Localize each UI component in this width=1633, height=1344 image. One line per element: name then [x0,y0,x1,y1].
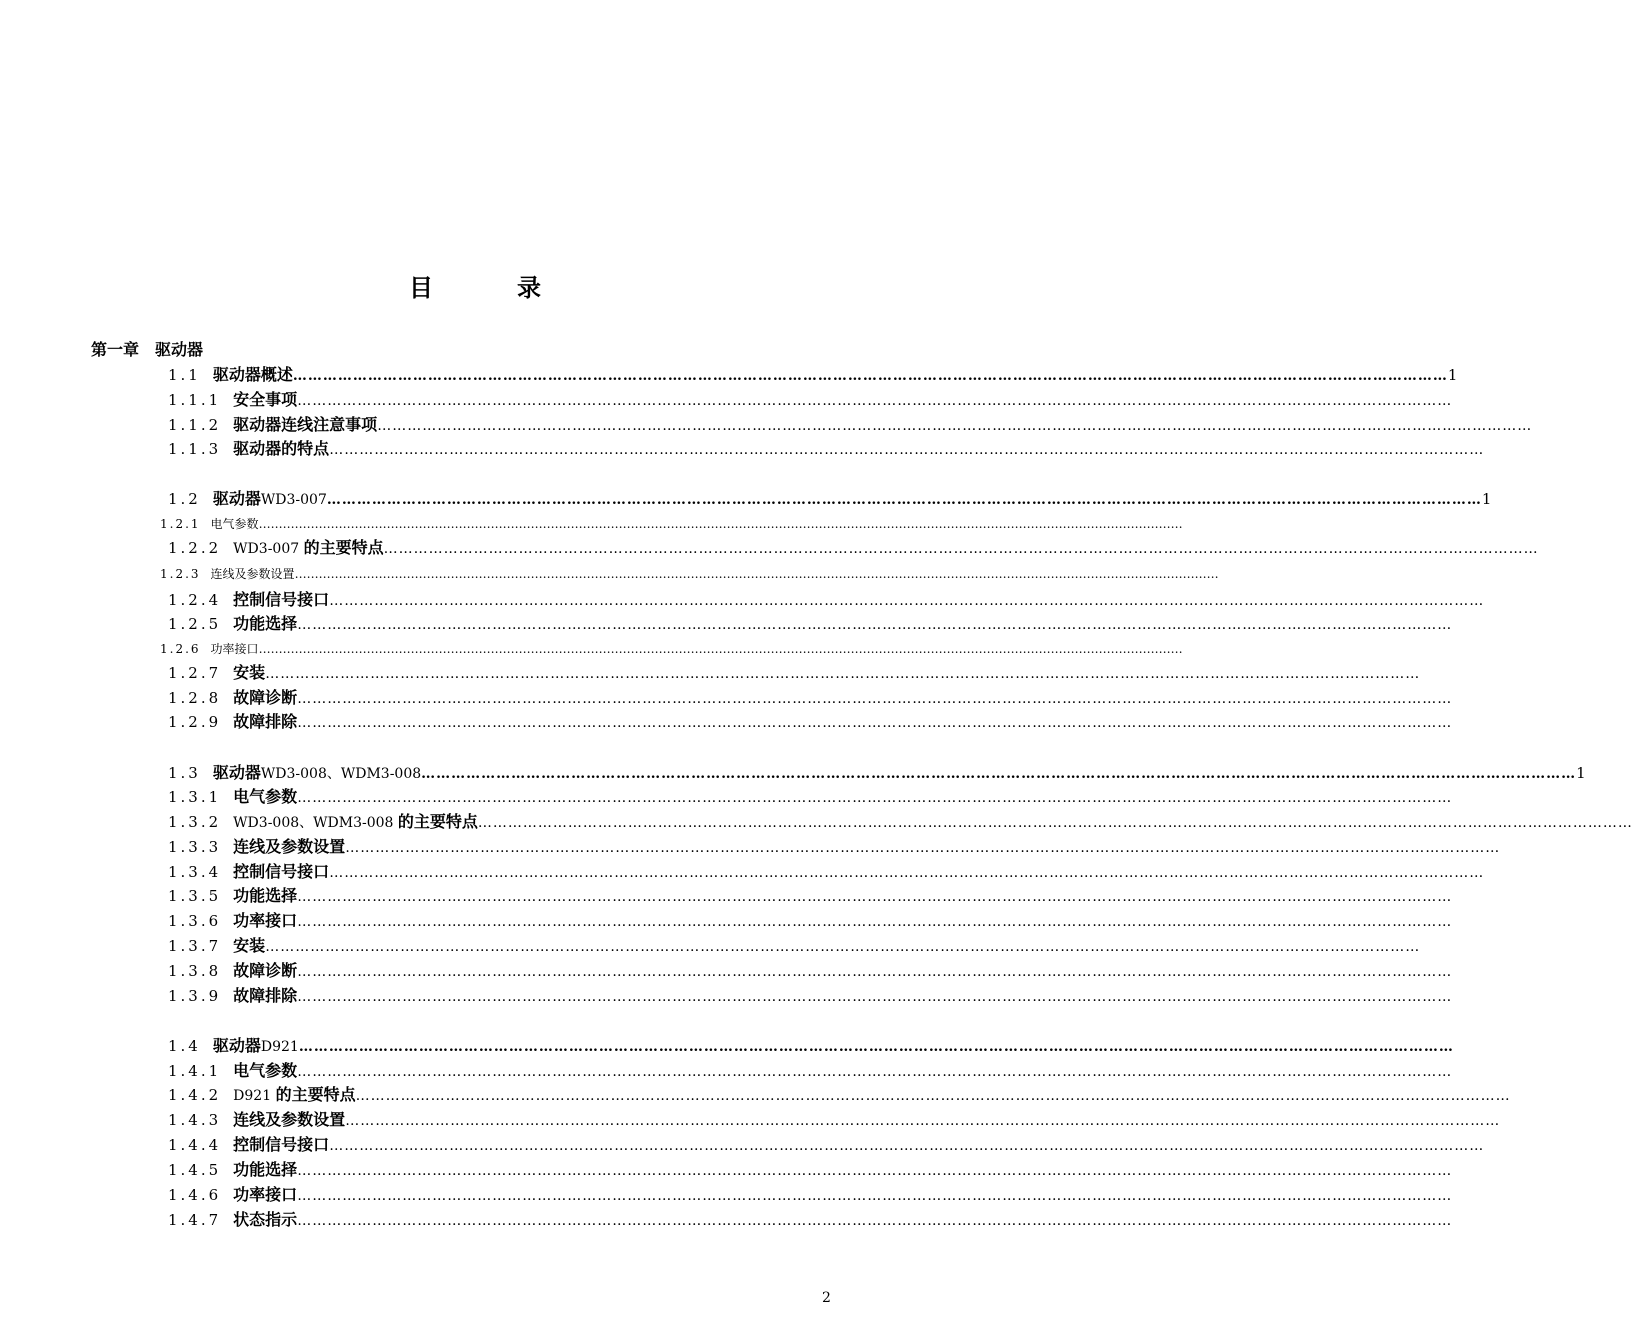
toc-entry-text: 驱动器连线注意事项 [233,415,378,434]
toc-entry-number: 1.1.3 [168,440,222,458]
toc-entry-number: 1.2.2 [168,539,222,557]
toc-entry-title [233,811,478,834]
toc-entry-number: 1.3 [168,764,201,782]
toc-entry[interactable] [168,687,1453,709]
toc-entry[interactable] [168,662,1421,684]
toc-entry-text: 故障排除 [233,712,298,731]
toc-entry-text: 连线及参数设置 [233,837,346,856]
toc-entry-number: 1.1 [168,366,201,384]
toc-entry-model: WD3-007 [260,492,327,508]
toc-entry-text: 电气参数 [210,517,259,531]
toc-entry-title [233,1060,297,1082]
toc-leader-dots: …………………………………………………………………………………………………………………………………………………………………………………………………………… [329,865,1485,881]
toc-entry[interactable] [168,1060,1453,1082]
toc-entry[interactable] [168,589,1485,611]
toc-leader-dots: …………………………………………………………………………………………………………………………………………………………………………………………………………… [297,914,1453,930]
toc-leader-dots: …………………………………………………………………………………………………………………………………………………………………………………………………………… [297,1064,1453,1080]
toc-entry-number: 1.2 [168,490,201,508]
toc-entry-text: 功率接口 [210,642,259,656]
toc-entry[interactable] [168,985,1453,1007]
toc-entry-title [233,885,297,907]
toc-entry-title [213,762,421,785]
page-number: 2 [822,1290,831,1306]
toc-entry-title [233,836,345,858]
toc-entry-text: 电气参数 [233,787,298,806]
toc-entry-text: 故障排除 [233,986,298,1005]
toc-entry-title [233,389,297,411]
toc-entry[interactable] [168,537,1539,559]
toc-entry-title [233,662,265,684]
toc-leader-dots: …………………………………………………………………………………………………………………………………………………………………………………………………………… [377,418,1533,434]
toc-entry[interactable] [168,811,1633,833]
toc-entry-number: 1.4.3 [168,1111,222,1129]
toc-entry[interactable] [160,640,1183,658]
toc-entry-text: 安全事项 [233,390,298,409]
toc-entry[interactable] [168,861,1485,883]
toc-entry-text: 控制信号接口 [233,1135,330,1154]
toc-entry-text: 连线及参数设置 [210,567,295,581]
toc-entry-text: 的主要特点 [275,1085,356,1104]
toc-entry-number: 1.1.1 [168,391,222,409]
toc-leader-dots: …………………………………………………………………………………………………………………………………………………………………………………………………………… [477,815,1633,831]
toc-entry-text: 控制信号接口 [233,590,330,609]
toc-entry-text: 驱动器的特点 [233,439,330,458]
toc-leader-dots: …………………………………………………………………………………………………………………………………………………………………………………………………………… [298,1039,1454,1055]
toc-entry-title [233,613,297,635]
toc-entry-title [233,537,383,560]
toc-entry-number: 1.3.9 [168,987,222,1005]
toc-leader-dots: …………………………………………………………………………………………………………………………………………………………………………………………………………… [258,642,1183,656]
toc-entry-text: 故障诊断 [233,961,298,980]
toc-entry-title [233,1134,329,1156]
toc-entry[interactable] [168,935,1421,957]
toc-entry-title [233,1109,345,1131]
page-title: 目 录 [409,274,571,302]
toc-entry-text: 的主要特点 [397,812,478,831]
toc-entry-page: 1 [1447,366,1458,384]
toc-entry-title [211,515,259,533]
toc-entry-text: 的主要特点 [303,538,384,557]
toc-leader-dots: …………………………………………………………………………………………………………………………………………………………………………………………………………… [329,593,1485,609]
toc-leader-dots: …………………………………………………………………………………………………………………………………………………………………………………………………………… [355,1088,1511,1104]
toc-entry-text: 功能选择 [233,614,298,633]
chapter-heading: 第一章 驱动器 [91,340,204,359]
toc-leader-dots: …………………………………………………………………………………………………………………………………………………………………………………………………………… [297,691,1453,707]
toc-entry-number: 1.4.2 [168,1086,222,1104]
toc-leader-dots: …………………………………………………………………………………………………………………………………………………………………………………………………………… [297,989,1453,1005]
toc-entry-title [233,1159,297,1181]
toc-entry-title [233,960,297,982]
toc-entry[interactable] [168,786,1453,808]
toc-leader-dots: …………………………………………………………………………………………………………………………………………………………………………………………………………… [345,840,1501,856]
toc-entry-model: WD3-007 [233,541,304,557]
toc-entry-text: 电气参数 [233,1061,298,1080]
toc-leader-dots: …………………………………………………………………………………………………………………………………………………………………………………………………………… [265,666,1421,682]
toc-entry-number: 1.3.1 [168,788,222,806]
toc-entry-title [233,711,297,733]
toc-entry-title [213,364,293,386]
toc-leader-dots: …………………………………………………………………………………………………………………………………………………………………………………………………………… [265,939,1421,955]
toc-entry-title [211,565,295,583]
toc-entry-text: 控制信号接口 [233,862,330,881]
toc-entry-number: 1.4.6 [168,1186,222,1204]
toc-leader-dots: …………………………………………………………………………………………………………………………………………………………………………………………………………… [294,567,1219,581]
toc-entry[interactable] [168,364,1458,386]
toc-entry-title [233,687,297,709]
toc-leader-dots: …………………………………………………………………………………………………………………………………………………………………………………………………………… [329,442,1485,458]
toc-leader-dots: …………………………………………………………………………………………………………………………………………………………………………………………………………… [297,790,1453,806]
toc-entry-text: 功率接口 [233,911,298,930]
toc-entry-title [213,488,327,511]
toc-entry[interactable] [160,515,1183,533]
toc-leader-dots: …………………………………………………………………………………………………………………………………………………………………………………………………………… [297,889,1453,905]
toc-entry-title [233,985,297,1007]
toc-entry-title [233,910,297,932]
toc-entry[interactable] [168,1134,1485,1156]
toc-entry-number: 1.3.8 [168,962,222,980]
toc-entry[interactable] [168,1084,1511,1106]
toc-entry-title [233,1209,297,1231]
toc-entry-number: 1.2.4 [168,591,222,609]
toc-entry[interactable] [168,414,1533,436]
toc-entry-title [233,438,329,460]
toc-entry-number: 1.2.9 [168,713,222,731]
toc-entry-title [233,861,329,883]
toc-entry-model: D921 [260,1039,299,1055]
toc-entry-number: 1.2.7 [168,664,222,682]
toc-entry-number: 1.3.3 [168,838,222,856]
toc-leader-dots: …………………………………………………………………………………………………………………………………………………………………………………………………………… [297,1213,1453,1229]
toc-entry[interactable] [168,762,1586,784]
toc-entry-text: 驱动器 [212,763,261,782]
toc-leader-dots: …………………………………………………………………………………………………………………………………………………………………………………………………………… [297,1163,1453,1179]
toc-entry-title [211,640,259,658]
toc-entry-number: 1.3.6 [168,912,222,930]
toc-entry-number: 1.4.4 [168,1136,222,1154]
toc-entry[interactable] [168,1159,1453,1181]
toc-leader-dots: …………………………………………………………………………………………………………………………………………………………………………………………………………… [329,1138,1485,1154]
toc-entry-title [213,1035,299,1058]
toc-entry[interactable] [168,1184,1453,1206]
toc-entry-title [233,1084,355,1107]
toc-entry-number: 1.1.2 [168,416,222,434]
toc-entry[interactable] [168,488,1492,510]
toc-entry-title [233,935,265,957]
toc-entry[interactable] [168,389,1453,411]
toc-entry[interactable] [168,836,1501,858]
toc-leader-dots: …………………………………………………………………………………………………………………………………………………………………………………………………………… [258,517,1183,531]
toc-entry[interactable] [160,565,1219,583]
toc-entry-number: 1.3.4 [168,863,222,881]
toc-entry-number: 1.2.6 [160,642,201,656]
toc-entry-number: 1.4 [168,1037,201,1055]
toc-leader-dots: …………………………………………………………………………………………………………………………………………………………………………………………………………… [326,492,1482,508]
toc-leader-dots: …………………………………………………………………………………………………………………………………………………………………………………………………………… [297,617,1453,633]
toc-entry-text: 状态指示 [233,1210,298,1229]
toc-entry-number: 1.2.5 [168,615,222,633]
toc-entry[interactable] [168,1035,1454,1057]
toc-entry-text: 故障诊断 [233,688,298,707]
toc-entry-title [233,414,377,436]
toc-entry-page: 1 [1576,764,1586,782]
toc-entry-text: 安装 [233,663,266,682]
toc-entry-text: 功率接口 [233,1185,298,1204]
toc-entry-text: 功能选择 [233,886,298,905]
toc-entry[interactable] [168,1209,1453,1231]
toc-entry-title [233,589,329,611]
toc-entry[interactable] [168,711,1453,733]
toc-entry-number: 1.4.1 [168,1062,222,1080]
toc-entry[interactable] [168,885,1453,907]
toc-entry-text: 连线及参数设置 [233,1110,346,1129]
toc-entry-number: 1.4.5 [168,1161,222,1179]
toc-entry-model: WD3-008、WDM3-008 [260,766,422,782]
toc-entry-number: 1.4.7 [168,1211,222,1229]
toc-entry-model: D921 [233,1088,276,1104]
toc-entry-number: 1.3.7 [168,937,222,955]
toc-entry-text: 功能选择 [233,1160,298,1179]
toc-entry[interactable] [168,960,1453,982]
toc-entry-page: 1 [1481,490,1492,508]
toc-entry[interactable] [168,438,1485,460]
toc-entry-text: 驱动器 [212,1036,261,1055]
toc-entry[interactable] [168,910,1453,932]
toc-entry-model: WD3-008、WDM3-008 [233,815,398,831]
toc-entry-number: 1.3.2 [168,813,222,831]
toc-leader-dots: …………………………………………………………………………………………………………………………………………………………………………………………………………… [297,964,1453,980]
toc-entry-title [233,1184,297,1206]
toc-entry-number: 1.2.3 [160,567,201,581]
toc-leader-dots: …………………………………………………………………………………………………………………………………………………………………………………………………………… [292,368,1448,384]
toc-entry-number: 1.3.5 [168,887,222,905]
toc-leader-dots: …………………………………………………………………………………………………………………………………………………………………………………………………………… [297,715,1453,731]
toc-entry-number: 1.2.1 [160,517,201,531]
toc-leader-dots: …………………………………………………………………………………………………………………………………………………………………………………………………………… [297,393,1453,409]
toc-entry-text: 驱动器概述 [212,365,293,384]
toc-leader-dots: …………………………………………………………………………………………………………………………………………………………………………………………………………… [383,541,1539,557]
toc-entry-text: 安装 [233,936,266,955]
toc-leader-dots: …………………………………………………………………………………………………………………………………………………………………………………………………………… [421,766,1577,782]
toc-leader-dots: …………………………………………………………………………………………………………………………………………………………………………………………………………… [297,1188,1453,1204]
toc-entry[interactable] [168,613,1453,635]
toc-entry[interactable] [168,1109,1501,1131]
toc-entry-title [233,786,297,808]
toc-entry-text: 驱动器 [212,489,261,508]
toc-entry-number: 1.2.8 [168,689,222,707]
toc-leader-dots: …………………………………………………………………………………………………………………………………………………………………………………………………………… [345,1113,1501,1129]
